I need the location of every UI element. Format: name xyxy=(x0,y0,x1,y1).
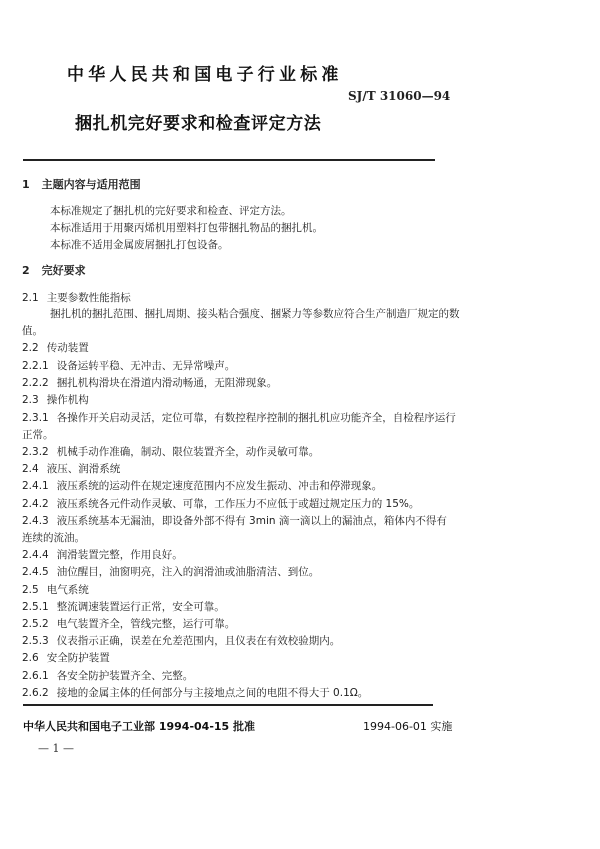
clause-text: 各安全防护装置齐全、完整。 xyxy=(56,670,194,682)
clause-number: 2.5 xyxy=(22,584,39,596)
clause-number: 2 xyxy=(22,264,30,277)
clause-item xyxy=(22,341,89,355)
clause-text: 主题内容与适用范围 xyxy=(41,178,141,191)
clause-item xyxy=(22,634,340,648)
page-number: — 1 — xyxy=(38,742,74,755)
clause-text: 连续的流油。 xyxy=(22,532,85,544)
clause-item xyxy=(22,651,110,665)
implementation-date: 1994-06-01 实施 xyxy=(363,720,453,733)
clause-text: 主要参数性能指标 xyxy=(46,292,131,304)
clause-text: 接地的金属主体的任何部分与主接地点之间的电阻不得大于 0.1Ω。 xyxy=(56,687,369,699)
clause-item xyxy=(22,617,235,631)
clause-item xyxy=(22,479,382,493)
clause-text: 仪表指示正确，误差在允差范围内，且仪表在有效校验期内。 xyxy=(56,635,341,647)
clause-number: 2.4 xyxy=(22,463,39,475)
clause-text: 值。 xyxy=(22,325,43,337)
clause-item xyxy=(22,565,319,579)
clause-number: 2.5.2 xyxy=(22,618,49,630)
clause-item xyxy=(22,376,277,390)
clause-text: 液压系统各元件动作灵敏、可靠，工作压力不应低于或超过规定压力的 15%。 xyxy=(56,498,420,510)
clause-text: 本标准规定了捆扎机的完好要求和检查、评定方法。 xyxy=(50,205,292,217)
clause-text: 机械手动作准确，制动、限位装置齐全，动作灵敏可靠。 xyxy=(56,446,320,458)
section-heading xyxy=(22,178,141,192)
paragraph-line xyxy=(22,531,85,545)
clause-text: 整流调速装置运行正常，安全可靠。 xyxy=(56,601,225,613)
paragraph-line xyxy=(50,307,460,321)
clause-number: 2.3.1 xyxy=(22,412,49,424)
clause-number: 2.4.4 xyxy=(22,549,49,561)
clause-text: 捆扎机构滑块在滑道内滑动畅通，无阻滞现象。 xyxy=(56,377,278,389)
clause-number: 2.6.2 xyxy=(22,687,49,699)
clause-item xyxy=(22,462,120,476)
clause-text: 正常。 xyxy=(22,429,54,441)
paragraph-line xyxy=(22,324,43,338)
clause-text: 操作机构 xyxy=(46,394,89,406)
clause-number: 1 xyxy=(22,178,30,191)
clause-number: 2.2 xyxy=(22,342,39,354)
clause-number: 2.3 xyxy=(22,394,39,406)
clause-number: 2.4.1 xyxy=(22,480,49,492)
header-divider xyxy=(23,159,435,161)
clause-number: 2.6 xyxy=(22,652,39,664)
approval-info: 中华人民共和国电子工业部 1994-04-15 批准 xyxy=(23,720,256,733)
clause-number: 2.5.3 xyxy=(22,635,49,647)
clause-number: 2.2.1 xyxy=(22,360,49,372)
footer-divider xyxy=(23,704,433,706)
clause-text: 安全防护装置 xyxy=(46,652,110,664)
clause-number: 2.6.1 xyxy=(22,670,49,682)
clause-item xyxy=(22,445,319,459)
clause-text: 各操作开关启动灵活，定位可靠，有数控程序控制的捆扎机应功能齐全，自检程序运行 xyxy=(56,412,456,424)
paragraph-line xyxy=(22,428,54,442)
clause-text: 本标准适用于用聚丙烯机用塑料打包带捆扎物品的捆扎机。 xyxy=(50,222,323,234)
clause-text: 捆扎机的捆扎范围、捆扎周期、接头粘合强度、捆紧力等参数应符合生产制造厂规定的数 xyxy=(50,308,460,320)
clause-item xyxy=(22,669,193,683)
standard-code: SJ/T 31060—94 xyxy=(348,89,451,103)
clause-item xyxy=(22,583,89,597)
clause-item xyxy=(22,497,419,511)
clause-item xyxy=(22,548,183,562)
clause-text: 完好要求 xyxy=(41,264,86,277)
clause-number: 2.4.3 xyxy=(22,515,49,527)
clause-number: 2.5.1 xyxy=(22,601,49,613)
clause-number: 2.3.2 xyxy=(22,446,49,458)
clause-text: 电气装置齐全，管线完整，运行可靠。 xyxy=(56,618,236,630)
clause-item xyxy=(22,686,368,700)
clause-text: 电气系统 xyxy=(46,584,89,596)
clause-text: 液压、润滑系统 xyxy=(46,463,121,475)
clause-text: 油位醒目，油窗明亮，注入的润滑油或油脂清洁、到位。 xyxy=(56,566,320,578)
paragraph-line xyxy=(50,238,229,252)
clause-number: 2.4.2 xyxy=(22,498,49,510)
paragraph-line xyxy=(50,204,292,218)
clause-text: 本标准不适用金属废屑捆扎打包设备。 xyxy=(50,239,229,251)
clause-text: 传动装置 xyxy=(46,342,89,354)
issuing-organization: 中华人民共和国电子行业标准 xyxy=(67,65,343,85)
clause-number: 2.1 xyxy=(22,292,39,304)
clause-number: 2.2.2 xyxy=(22,377,49,389)
clause-item xyxy=(22,359,235,373)
paragraph-line xyxy=(50,221,323,235)
clause-item xyxy=(22,514,447,528)
clause-text: 液压系统基本无漏油，即设备外部不得有 3min 滴一滴以上的漏油点，箱体内不得有 xyxy=(56,515,447,527)
clause-number: 2.4.5 xyxy=(22,566,49,578)
clause-item xyxy=(22,411,456,425)
clause-item xyxy=(22,600,225,614)
clause-text: 设备运转平稳、无冲击、无异常噪声。 xyxy=(56,360,236,372)
clause-item xyxy=(22,393,89,407)
clause-text: 液压系统的运动件在规定速度范围内不应发生振动、冲击和停滞现象。 xyxy=(56,480,383,492)
clause-item xyxy=(22,291,131,305)
section-heading xyxy=(22,264,86,278)
document-title: 捆扎机完好要求和检查评定方法 xyxy=(75,114,322,134)
clause-text: 润滑装置完整，作用良好。 xyxy=(56,549,183,561)
